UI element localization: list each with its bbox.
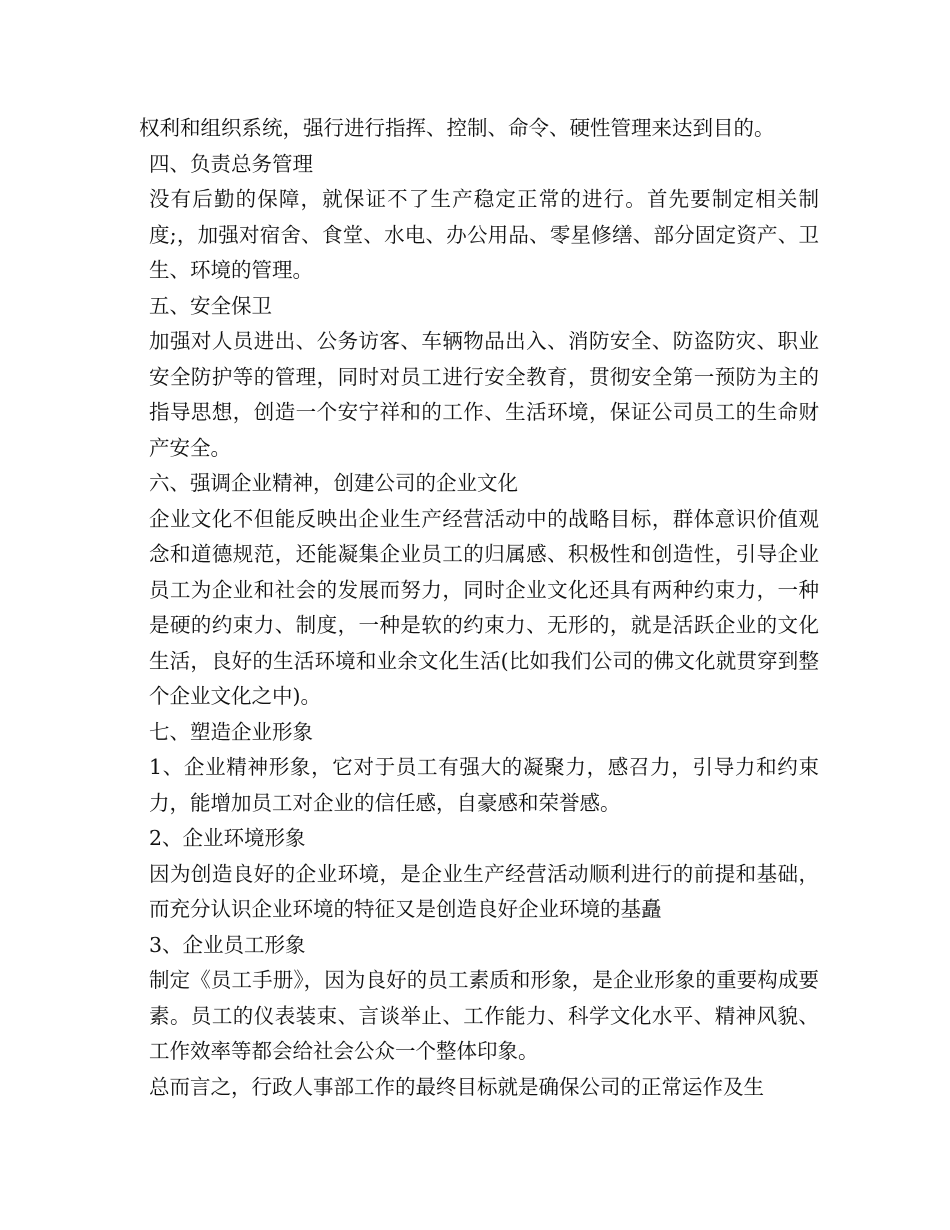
section-heading-general-affairs: 四、负责总务管理 <box>149 151 313 176</box>
section-heading-corporate-culture: 六、强调企业精神，创建公司的企业文化 <box>149 471 518 495</box>
subheading-employee-image: 3、企业员工形象 <box>149 932 306 957</box>
section-heading-security: 五、安全保卫 <box>149 293 272 318</box>
document-body <box>139 111 819 1105</box>
paragraph-employee-image: 制定《员工手册》，因为良好的员工素质和形象，是企业形象的重要构成要素。员工的仪表装束、言谈举止、工作能力、科学文化水平、精神风貌、工作效率等都会给社会公众一个整体印象。 <box>149 968 819 1063</box>
subheading-environment-image: 2、企业环境形象 <box>149 826 306 850</box>
paragraph-security: 加强对人员进出、公务访客、车辆物品出入、消防安全、防盗防灾、职业安全防护等的管理，同时对员工进行安全教育，贯彻安全第一预防为主的指导思想，创造一个安宁祥和的工作、生活环境，保证公司员工的生命财产安全。 <box>149 329 819 460</box>
paragraph-general-affairs: 没有后勤的保障，就保证不了生产稳定正常的进行。首先要制定相关制度;，加强对宿舍、食堂、水电、办公用品、零星修缮、部分固定资产、卫生、环境的管理。 <box>149 187 819 282</box>
paragraph-continuation: 权利和组织系统，强行进行指挥、控制、命令、硬性管理来达到目的。 <box>139 116 775 140</box>
section-heading-corporate-image: 七、塑造企业形象 <box>149 719 313 744</box>
paragraph-summary: 总而言之，行政人事部工作的最终目标就是确保公司的正常运作及生 <box>149 1074 764 1099</box>
paragraph-corporate-culture: 企业文化不但能反映出企业生产经营活动中的战略目标，群体意识价值观念和道德规范，还能凝集企业员工的归属感、积极性和创造性，引导企业员工为企业和社会的发展而努力，同时企业文化还具有两种约束力，一种是硬的约束力、制度，一种是软的约束力、无形的，就是活跃企业的文化生活，良好的生活环境和业余文化生活(比如我们公司的佛文化就贯穿到整个企业文化之中)。 <box>149 506 819 708</box>
paragraph-environment-image: 因为创造良好的企业环境，是企业生产经营活动顺利进行的前提和基础，而充分认识企业环境的特征又是创造良好企业环境的基矗 <box>149 861 819 921</box>
paragraph-spirit-image: 1、企业精神形象，它对于员工有强大的凝聚力，感召力，引导力和约束力，能增加员工对企业的信任感，自豪感和荣誉感。 <box>149 755 819 815</box>
